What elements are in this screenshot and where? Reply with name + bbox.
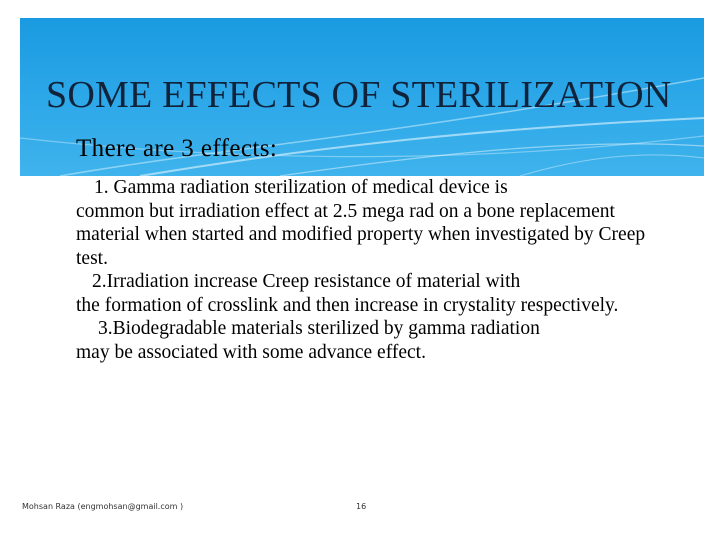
effects-list — [76, 176, 676, 364]
effect-item-1 — [76, 176, 676, 270]
effect-item-2 — [76, 270, 676, 317]
intro-text: There are 3 effects: — [76, 135, 278, 162]
effect-2-first-line: 2.Irradiation increase Creep resistance of material with — [92, 271, 521, 292]
footer-author: Mohsan Raza (engmohsan@gmail.com ) — [22, 502, 184, 511]
page-number: 16 — [356, 502, 367, 511]
effect-1-first-line: 1. Gamma radiation sterilization of medical device is — [94, 177, 508, 198]
effect-3-first-line: 3.Biodegradable materials sterilized by gamma radiation — [98, 318, 540, 339]
effect-3-rest: may be associated with some advance effect. — [76, 341, 426, 363]
effect-2-rest: the formation of crosslink and then increase in crystality respectively. — [76, 294, 619, 316]
effect-1-rest: common but irradiation effect at 2.5 mega rad on a bone replacement material when started and modified property when investigated by Creep test. — [76, 200, 646, 269]
effect-item-3 — [76, 317, 676, 364]
slide-title: SOME EFFECTS OF STERILIZATION — [46, 74, 672, 116]
